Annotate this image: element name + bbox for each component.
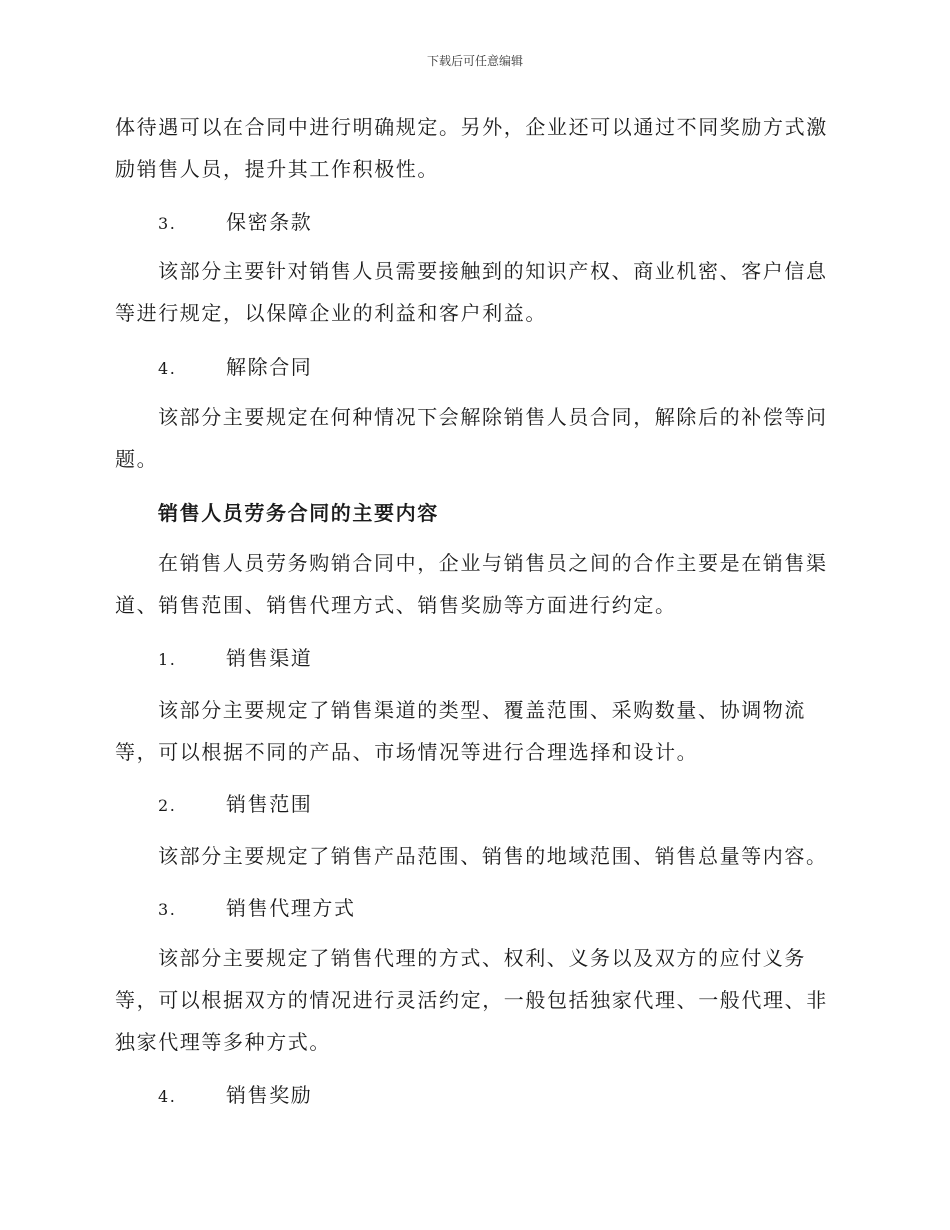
list-item (158, 352, 312, 384)
list-item (158, 643, 312, 675)
page-header: 下载后可任意编辑 (426, 54, 523, 68)
list-number: 4. (158, 1087, 177, 1106)
section-heading: 销售人员劳务合同的主要内容 (158, 501, 439, 525)
list-label: 销售范围 (226, 792, 313, 816)
list-number: 1. (158, 650, 177, 669)
list-item (158, 207, 312, 239)
list-number: 4. (158, 359, 177, 378)
list-number: 3. (158, 900, 177, 919)
list-item (158, 1080, 312, 1112)
paragraph: 该部分主要规定了销售代理的方式、权利、义务以及双方的应付义务等，可以根据双方的情况进行灵活约定，一般包括独家代理、一般代理、非独家代理等多种方式。 (115, 946, 828, 1054)
list-number: 2. (158, 796, 177, 815)
list-item (158, 789, 312, 821)
list-number: 3. (158, 214, 177, 233)
list-label: 保密条款 (226, 210, 313, 234)
paragraph: 体待遇可以在合同中进行明确规定。另外，企业还可以通过不同奖励方式激励销售人员，提升其工作积极性。 (115, 115, 828, 181)
paragraph: 该部分主要规定了销售渠道的类型、覆盖范围、采购数量、协调物流等，可以根据不同的产品、市场情况等进行合理选择和设计。 (115, 698, 806, 764)
list-label: 解除合同 (226, 355, 313, 379)
list-label: 销售渠道 (226, 646, 313, 670)
list-item (158, 893, 356, 925)
paragraph: 该部分主要规定了销售产品范围、销售的地域范围、销售总量等内容。 (158, 844, 828, 868)
paragraph: 在销售人员劳务购销合同中，企业与销售员之间的合作主要是在销售渠道、销售范围、销售代理方式、销售奖励等方面进行约定。 (115, 551, 828, 617)
list-label: 销售代理方式 (226, 896, 356, 920)
paragraph: 该部分主要规定在何种情况下会解除销售人员合同，解除后的补偿等问题。 (115, 405, 828, 471)
list-label: 销售奖励 (226, 1083, 313, 1107)
paragraph: 该部分主要针对销售人员需要接触到的知识产权、商业机密、客户信息等进行规定，以保障企业的利益和客户利益。 (115, 259, 828, 325)
